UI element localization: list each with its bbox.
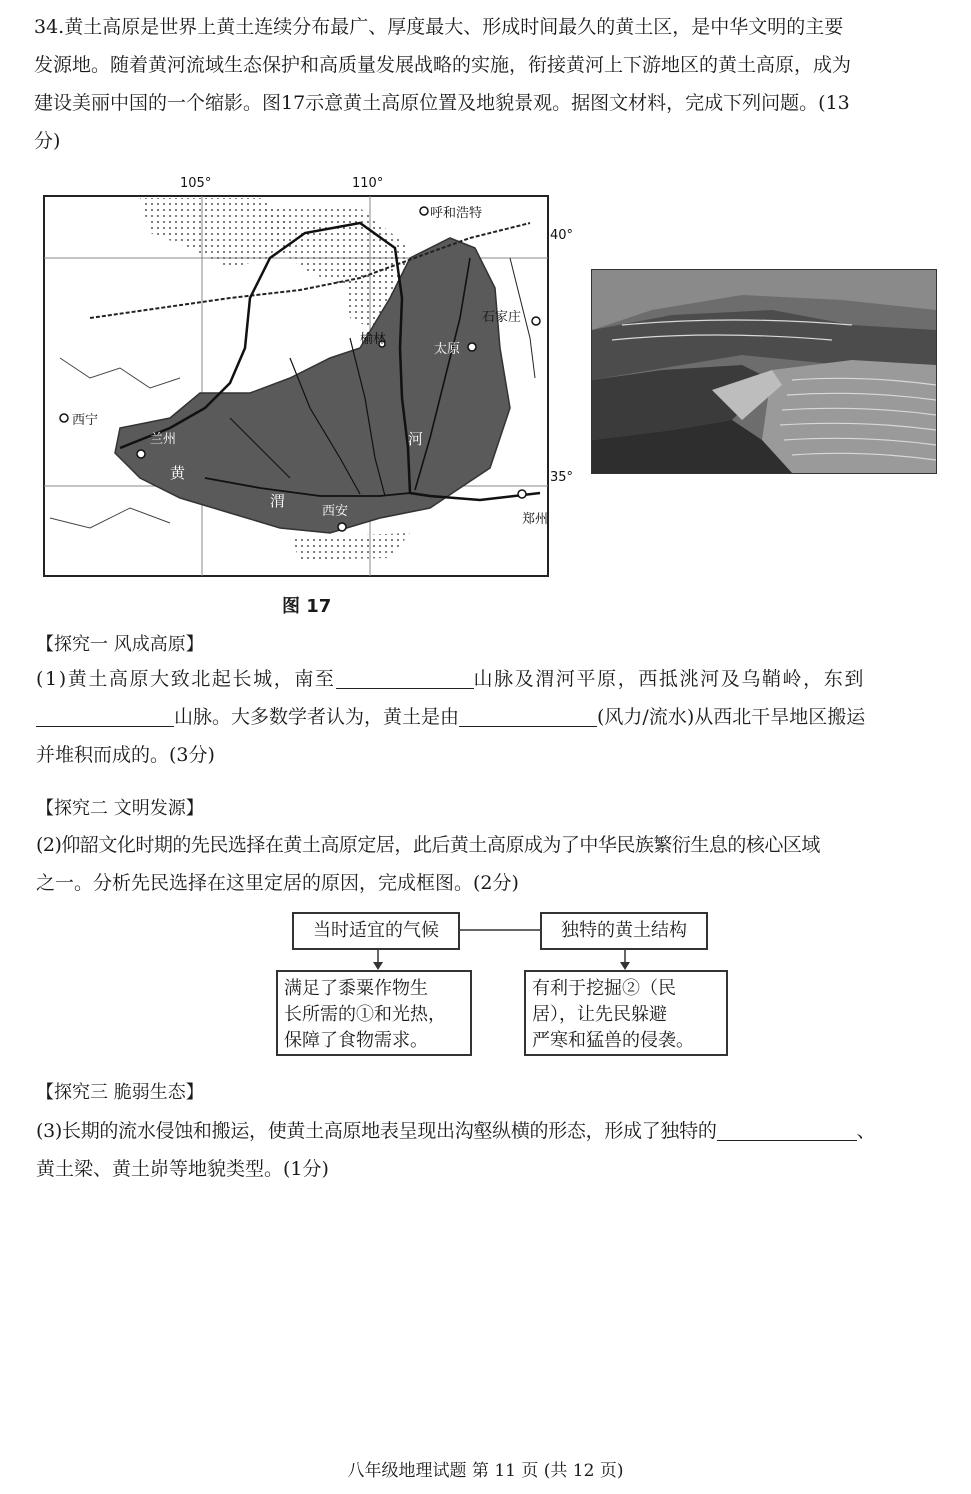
intro-line: 34.黄土高原是世界上黄土连续分布最广、厚度最大、形成时间最久的黄土区，是中华文明的主要 <box>34 16 844 38</box>
question-2-line: 之一。分析先民选择在这里定居的原因，完成框图。(2分) <box>36 872 519 894</box>
terrace-photo-svg <box>592 270 936 473</box>
box-food-needs-line: 长所需的①和光热， <box>284 1004 446 1025</box>
box-dwelling-line: 严寒和猛兽的侵袭。 <box>532 1030 694 1051</box>
answer-blank-3[interactable] <box>459 702 597 727</box>
city-label-lanzhou: 兰州 <box>150 432 177 447</box>
box-suitable-climate: 当时适宜的气候 <box>292 912 460 950</box>
box-food-needs-line: 保障了食物需求。 <box>284 1030 428 1051</box>
longitude-110-label: 110° <box>352 176 384 191</box>
question-2 <box>36 826 958 902</box>
figure-caption: 图 17 <box>282 596 332 617</box>
city-label-taiyuan: 太原 <box>434 342 461 357</box>
question-3-line: 黄土梁、黄土峁等地貌类型。(1分) <box>36 1158 329 1180</box>
box-dwelling-line: 有利于挖掘②（民 <box>532 978 676 999</box>
city-label-xian: 西安 <box>322 504 349 519</box>
page-footer: 八年级地理试题 第 11 页 (共 12 页) <box>347 1461 624 1481</box>
answer-blank-2[interactable] <box>36 702 174 727</box>
longitude-105-label: 105° <box>180 176 212 191</box>
q1-text-b: 山脉及渭河平原，西抵洮河及乌鞘岭，东到 <box>473 668 865 690</box>
city-label-shijiazhuang: 石家庄 <box>482 310 522 325</box>
latitude-40-label: 40° <box>550 228 574 243</box>
question-1-line <box>36 660 958 698</box>
river-label-he: 河 <box>408 430 424 448</box>
question-1-line: 并堆积而成的。(3分) <box>36 744 215 766</box>
city-label-zhengzhou: 郑州 <box>522 512 549 527</box>
map-svg <box>30 178 570 588</box>
loess-landscape-photo <box>591 269 937 474</box>
latitude-35-label: 35° <box>550 470 574 485</box>
question-3 <box>36 1112 958 1188</box>
loess-plateau-map <box>30 176 574 588</box>
box-dwelling <box>524 970 728 1056</box>
question-1-line <box>36 698 958 736</box>
question-3-line <box>36 1112 958 1150</box>
answer-blank-1[interactable] <box>336 664 474 689</box>
section-heading-3: 【探究三 脆弱生态】 <box>36 1082 204 1103</box>
q3-text-a: (3)长期的流水侵蚀和搬运，使黄土高原地表呈现出沟壑纵横的形态，形成了独特的 <box>36 1120 717 1142</box>
box-food-needs-line: 满足了黍粟作物生 <box>284 978 428 999</box>
intro-line: 分) <box>34 130 61 152</box>
q1-text-d: (风力/流水)从西北干旱地区搬运 <box>597 706 866 728</box>
intro-paragraph <box>34 8 954 160</box>
city-label-hohhot: 呼和浩特 <box>430 206 483 221</box>
city-label-yulin: 榆林 <box>360 332 387 347</box>
section-heading-2: 【探究二 文明发源】 <box>36 798 204 819</box>
question-1 <box>36 660 958 774</box>
question-2-line: (2)仰韶文化时期的先民选择在黄土高原定居，此后黄土高原成为了中华民族繁衍生息的核心区域 <box>36 834 820 856</box>
box-dwelling-line: 居），让先民躲避 <box>532 1004 667 1025</box>
river-label-huang: 黄 <box>170 464 186 482</box>
q1-text-c: 山脉。大多数学者认为，黄土是由 <box>174 706 460 728</box>
answer-blank-4[interactable] <box>717 1116 857 1141</box>
q3-text-b: 、 <box>856 1120 876 1142</box>
section-heading-1: 【探究一 风成高原】 <box>36 634 204 655</box>
city-label-xining: 西宁 <box>72 413 99 428</box>
river-label-wei: 渭 <box>270 492 286 510</box>
q1-text-a: (1)黄土高原大致北起长城，南至 <box>36 668 336 690</box>
box-food-needs <box>276 970 472 1056</box>
intro-line: 发源地。随着黄河流域生态保护和高质量发展战略的实施，衔接黄河上下游地区的黄土高原，成为 <box>34 54 852 76</box>
intro-line: 建设美丽中国的一个缩影。图17示意黄土高原位置及地貌景观。据图文材料，完成下列问题。(13 <box>34 92 850 114</box>
reason-flow-diagram <box>270 908 730 1060</box>
box-loess-structure: 独特的黄土结构 <box>540 912 708 950</box>
